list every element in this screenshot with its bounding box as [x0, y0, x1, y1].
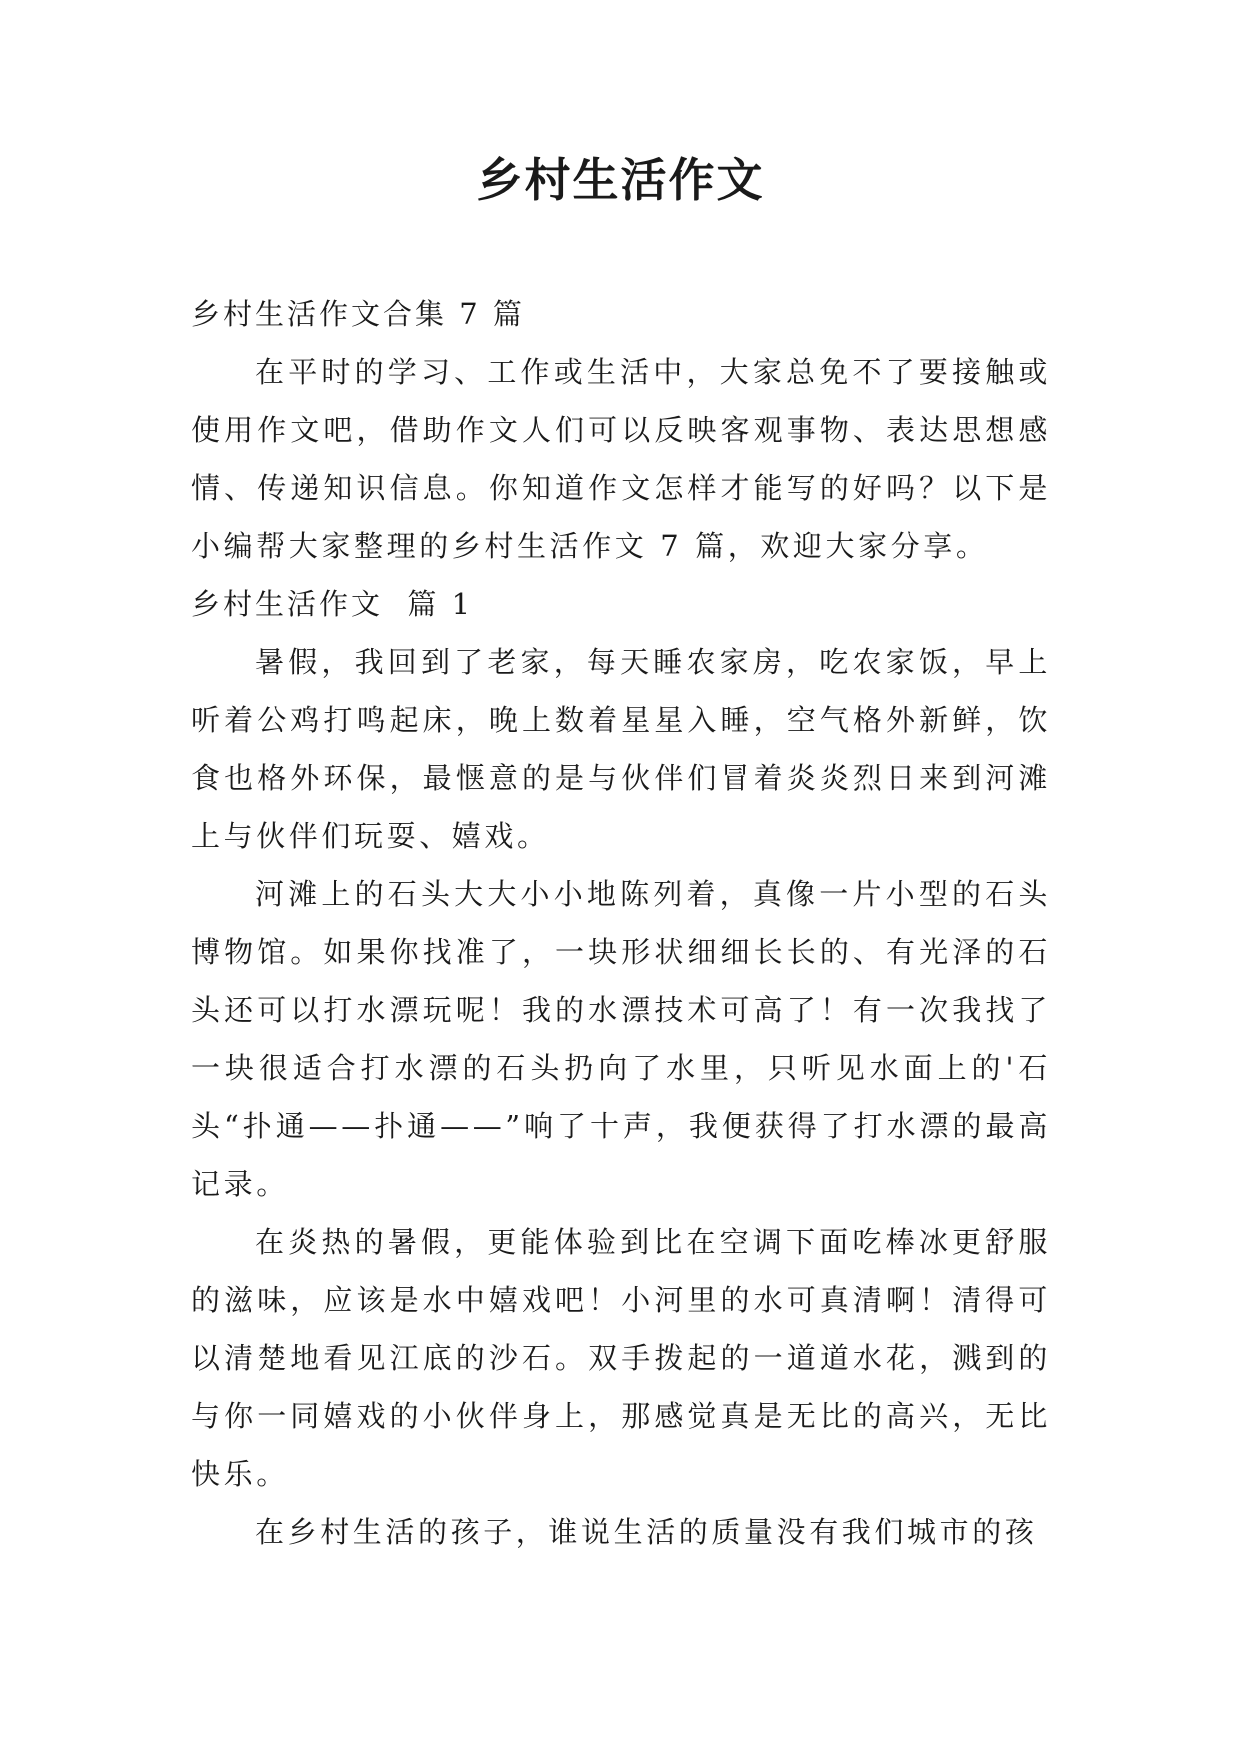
body-paragraph: 河滩上的石头大大小小地陈列着，真像一片小型的石头博物馆。如果你找准了，一块形状细细长长的、有光泽的石头还可以打水漂玩呢！我的水漂技术可高了！有一次我找了一块很适合打水漂的石头扔向了水里，只听见水面上的'石头“扑通——扑通——”响了十声，我便获得了打水漂的最高记录。	[191, 877, 1051, 1201]
body-paragraph: 暑假，我回到了老家，每天睡农家房，吃农家饭，早上听着公鸡打鸣起床，晚上数着星星入睡，空气格外新鲜，饮食也格外环保，最惬意的是与伙伴们冒着炎炎烈日来到河滩上与伙伴们玩耍、嬉戏。	[191, 645, 1051, 853]
document-subtitle: 乡村生活作文合集 7 篇	[191, 297, 525, 331]
body-paragraph: 在炎热的暑假，更能体验到比在空调下面吃棒冰更舒服的滋味，应该是水中嬉戏吧！小河里的水可真清啊！清得可以清楚地看见江底的沙石。双手拨起的一道道水花，溅到的与你一同嬉戏的小伙伴身上，那感觉真是无比的高兴，无比快乐。	[191, 1225, 1051, 1491]
intro-paragraph: 在平时的学习、工作或生活中，大家总免不了要接触或使用作文吧，借助作文人们可以反映客观事物、表达思想感情、传递知识信息。你知道作文怎样才能写的好吗？以下是小编帮大家整理的乡村生活作文 7 篇，欢迎大家分享。	[191, 355, 1051, 563]
body-paragraph: 在乡村生活的孩子，谁说生活的质量没有我们城市的孩	[255, 1515, 1038, 1549]
document-body	[191, 285, 1051, 1561]
page-title: 乡村生活作文	[476, 153, 765, 207]
section-heading: 乡村生活作文 篇 1	[191, 587, 474, 621]
